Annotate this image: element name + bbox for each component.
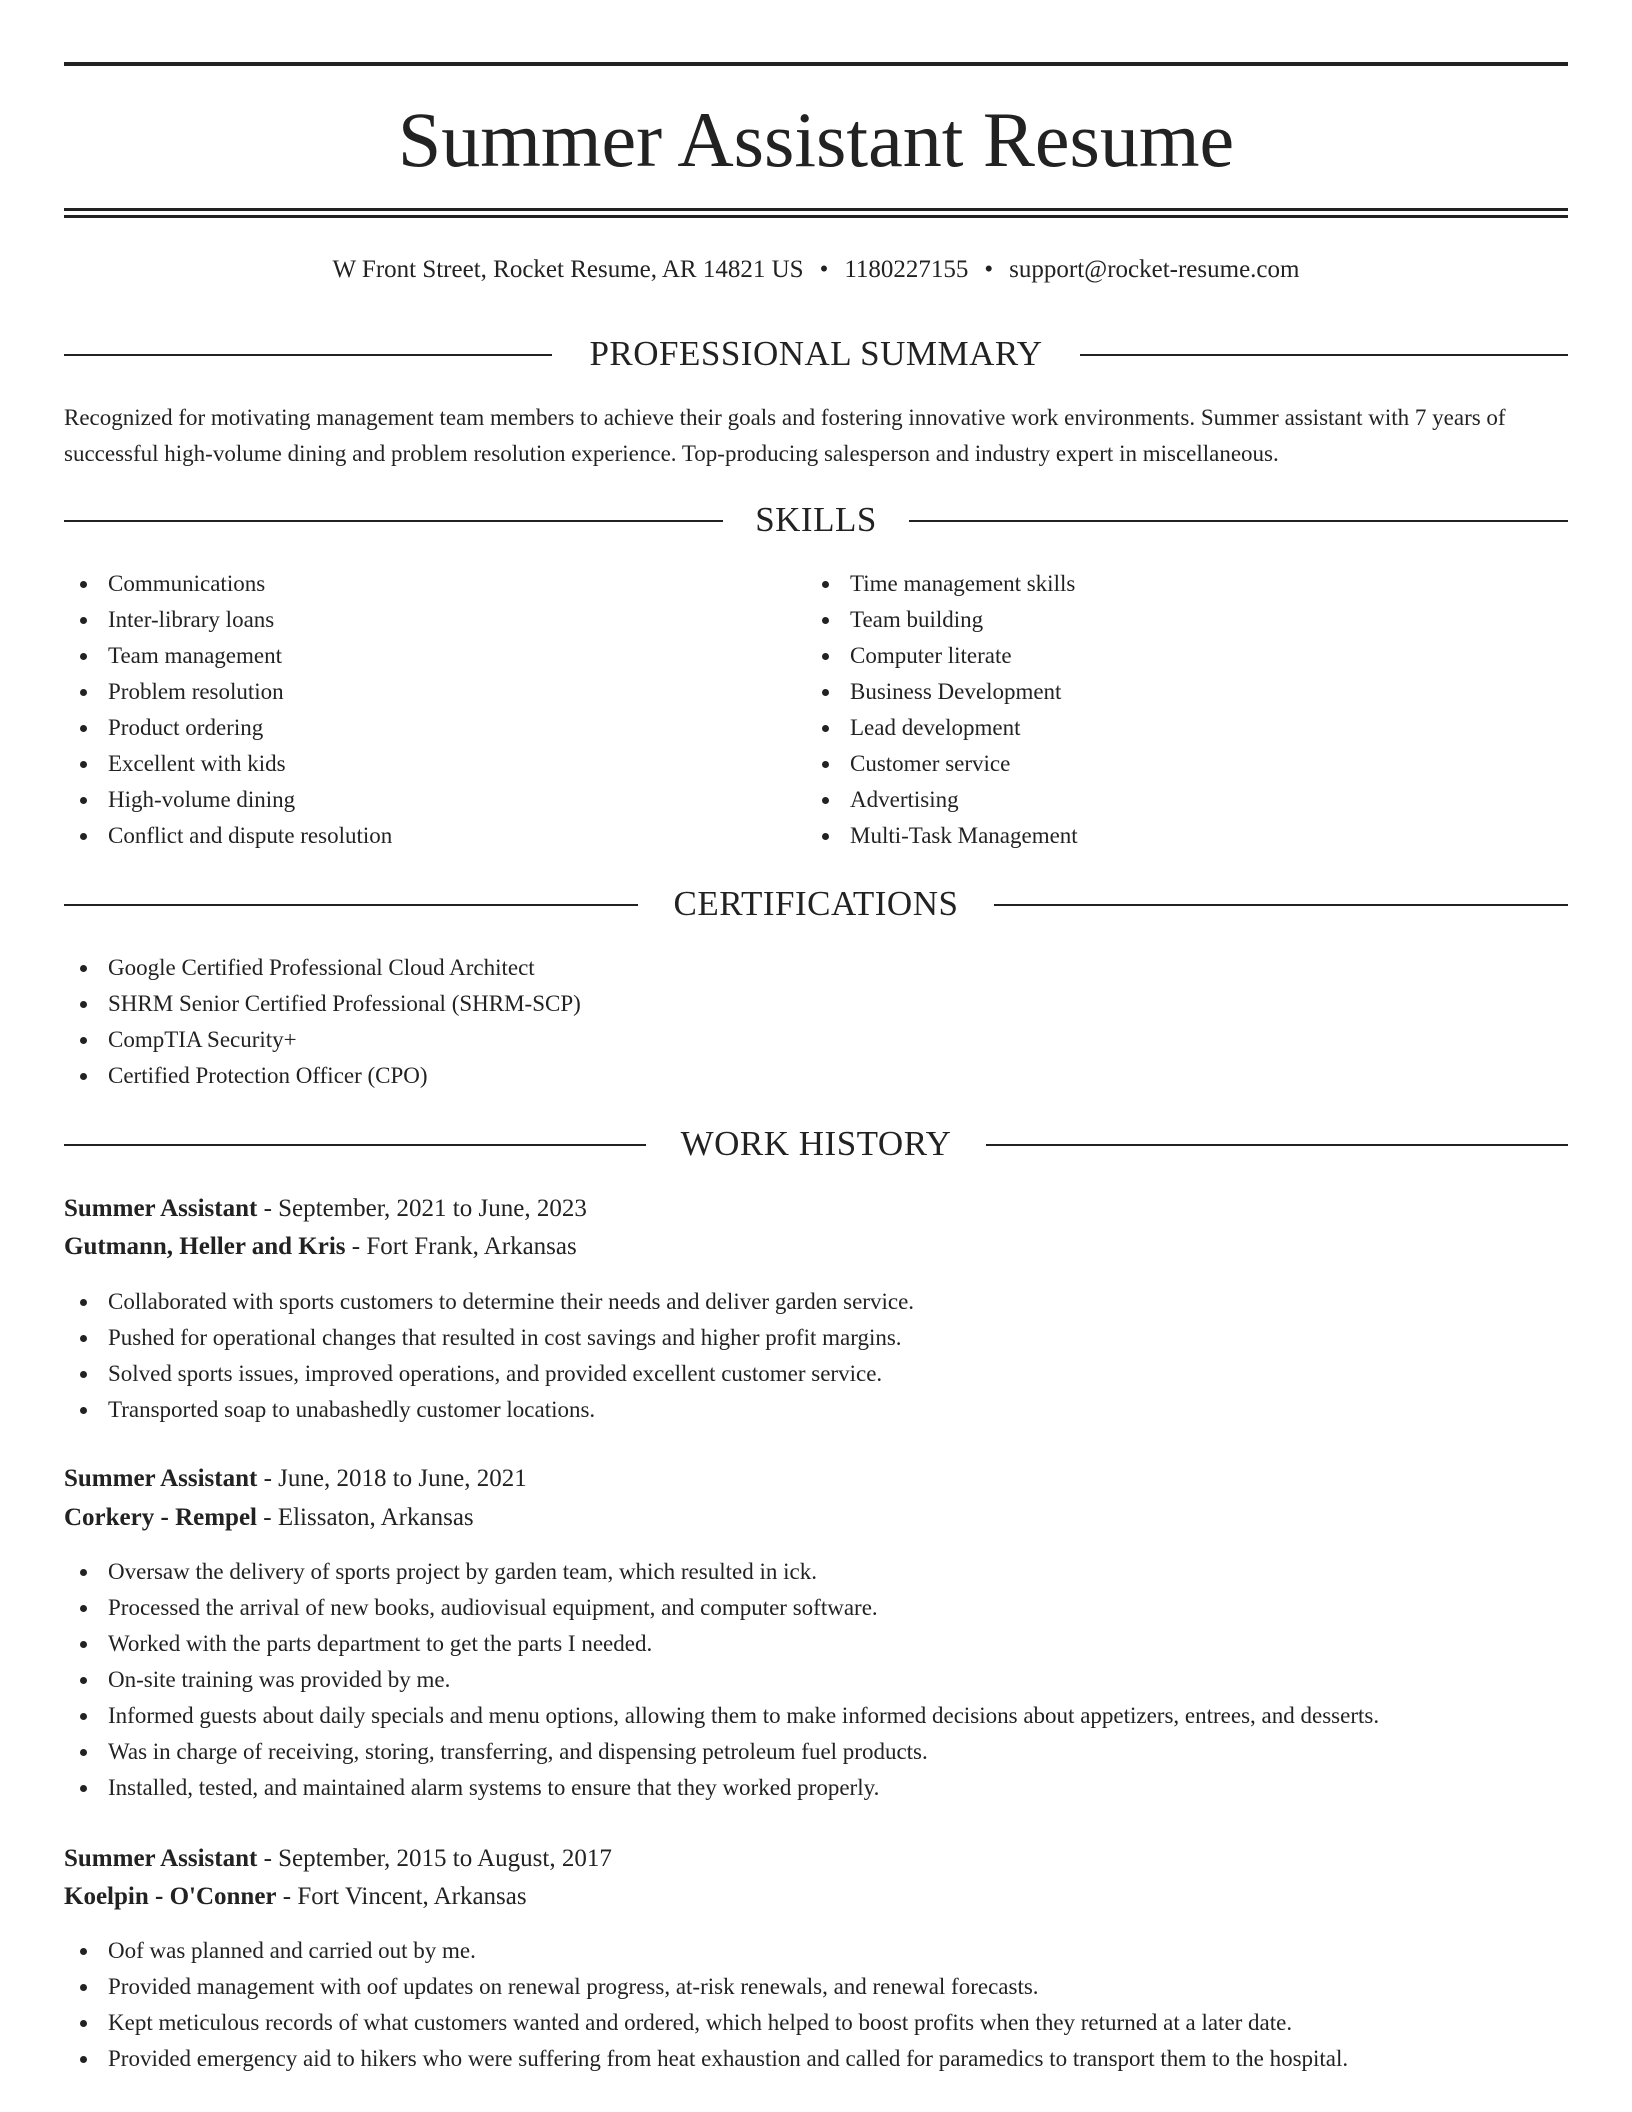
- skill-item: High-volume dining: [64, 782, 804, 818]
- section-title-work-history: WORK HISTORY: [680, 1124, 952, 1163]
- job-bullet: Collaborated with sports customers to determine their needs and deliver garden service.: [64, 1284, 1568, 1320]
- certification-item: Google Certified Professional Cloud Architect: [64, 950, 1568, 986]
- job-bullet: Solved sports issues, improved operations, and provided excellent customer service.: [64, 1356, 1568, 1392]
- job-company-line: [64, 1499, 474, 1537]
- job-dates: - September, 2021 to June, 2023: [263, 1195, 587, 1222]
- contact-phone: 1180227155: [844, 256, 969, 283]
- job-title: Summer Assistant: [64, 1845, 258, 1872]
- job-company: Corkery - Rempel: [64, 1504, 257, 1531]
- certification-item: CompTIA Security+: [64, 1022, 1568, 1058]
- job-bullet: Transported soap to unabashedly customer locations.: [64, 1392, 1568, 1428]
- skills-list-right: [806, 566, 1546, 854]
- skill-item: Computer literate: [806, 638, 1546, 674]
- job-bullet: Provided emergency aid to hikers who were suffering from heat exhaustion and called for paramedics to transport them to the hospital.: [64, 2041, 1568, 2077]
- job-title-line: [64, 1840, 612, 1878]
- skill-item: Advertising: [806, 782, 1546, 818]
- section-header-skills: [64, 500, 1568, 540]
- skill-item: Customer service: [806, 746, 1546, 782]
- job-title: Summer Assistant: [64, 1465, 258, 1492]
- skill-item: Product ordering: [64, 710, 804, 746]
- divider-line: [1080, 354, 1568, 356]
- section-header-work-history: [64, 1124, 1568, 1164]
- job-bullet: Oversaw the delivery of sports project by garden team, which resulted in ick.: [64, 1554, 1568, 1590]
- section-title-summary: PROFESSIONAL SUMMARY: [589, 334, 1043, 373]
- skill-item: Inter-library loans: [64, 602, 804, 638]
- skill-item: Multi-Task Management: [806, 818, 1546, 854]
- summary-text: Recognized for motivating management team members to achieve their goals and fostering innovative work environments. Summer assistant with 7 years of successful high-volume dining and problem resolution experience. Top-producing salesperson and industry expert in miscellaneous.: [64, 405, 1506, 466]
- skills-list-left: [64, 566, 804, 854]
- job-title: Summer Assistant: [64, 1195, 258, 1222]
- section-title-certifications: CERTIFICATIONS: [673, 884, 959, 923]
- title-double-rule: [64, 208, 1568, 218]
- job-bullets: [64, 1284, 1568, 1428]
- job-bullet: Informed guests about daily specials and menu options, allowing them to make informed decisions about appetizers, entrees, and desserts.: [64, 1698, 1568, 1734]
- job-bullet: On-site training was provided by me.: [64, 1662, 1568, 1698]
- skill-item: Conflict and dispute resolution: [64, 818, 804, 854]
- section-header-summary: [64, 334, 1568, 374]
- job-location: - Elissaton, Arkansas: [263, 1504, 474, 1531]
- skill-item: Time management skills: [806, 566, 1546, 602]
- job-dates: - September, 2015 to August, 2017: [263, 1845, 612, 1872]
- skill-item: Excellent with kids: [64, 746, 804, 782]
- skill-item: Problem resolution: [64, 674, 804, 710]
- job-company-line: [64, 1878, 527, 1916]
- skill-item: Communications: [64, 566, 804, 602]
- job-bullet: Was in charge of receiving, storing, transferring, and dispensing petroleum fuel products.: [64, 1734, 1568, 1770]
- resume-title: Summer Assistant Resume: [397, 96, 1235, 183]
- job-bullets: [64, 1554, 1568, 1806]
- contact-separator: •: [984, 256, 994, 283]
- certifications-list: [64, 950, 1568, 1094]
- contact-email: support@rocket-resume.com: [1009, 256, 1300, 283]
- job-bullets: [64, 1933, 1568, 2077]
- job-company: Koelpin - O'Conner: [64, 1883, 277, 1910]
- section-header-certifications: [64, 884, 1568, 924]
- job-company-line: [64, 1228, 577, 1266]
- skill-item: Business Development: [806, 674, 1546, 710]
- job-company: Gutmann, Heller and Kris: [64, 1233, 346, 1260]
- skill-item: Team management: [64, 638, 804, 674]
- job-title-line: [64, 1460, 527, 1498]
- divider-line: [986, 1144, 1568, 1146]
- job-bullet: Oof was planned and carried out by me.: [64, 1933, 1568, 1969]
- skill-item: Team building: [806, 602, 1546, 638]
- job-title-line: [64, 1190, 587, 1228]
- divider-line: [994, 904, 1568, 906]
- skill-item: Lead development: [806, 710, 1546, 746]
- job-bullet: Processed the arrival of new books, audiovisual equipment, and computer software.: [64, 1590, 1568, 1626]
- job-bullet: Worked with the parts department to get the parts I needed.: [64, 1626, 1568, 1662]
- contact-address: W Front Street, Rocket Resume, AR 14821 US: [332, 256, 804, 283]
- section-title-skills: SKILLS: [755, 500, 877, 539]
- job-bullet: Pushed for operational changes that resulted in cost savings and higher profit margins.: [64, 1320, 1568, 1356]
- job-bullet: Installed, tested, and maintained alarm systems to ensure that they worked properly.: [64, 1770, 1568, 1806]
- certification-item: Certified Protection Officer (CPO): [64, 1058, 1568, 1094]
- contact-line: [64, 254, 1568, 286]
- divider-line: [909, 520, 1568, 522]
- job-location: - Fort Frank, Arkansas: [351, 1233, 577, 1260]
- top-rule: [64, 62, 1568, 66]
- certification-item: SHRM Senior Certified Professional (SHRM-SCP): [64, 986, 1568, 1022]
- job-bullet: Kept meticulous records of what customers wanted and ordered, which helped to boost profits when they returned at a later date.: [64, 2005, 1568, 2041]
- job-dates: - June, 2018 to June, 2021: [263, 1465, 527, 1492]
- job-bullet: Provided management with oof updates on renewal progress, at-risk renewals, and renewal forecasts.: [64, 1969, 1568, 2005]
- contact-separator: •: [819, 256, 829, 283]
- job-location: - Fort Vincent, Arkansas: [282, 1883, 527, 1910]
